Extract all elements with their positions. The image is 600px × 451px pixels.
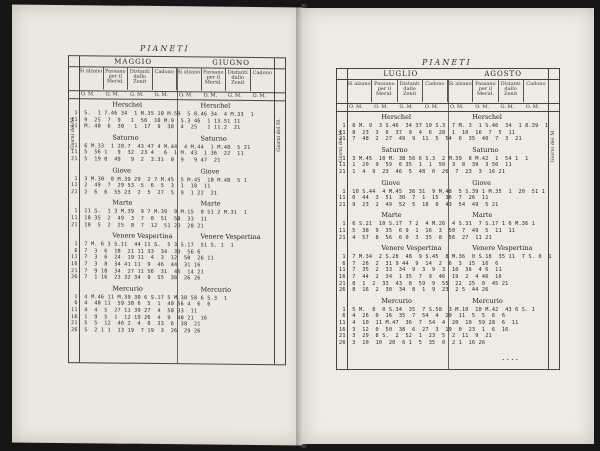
table-row: 1 8 M. 9 3 S.46 34 37 10 S.3 7 M. 3 1 S.46 34 1 8.39 1 bbox=[339, 123, 549, 129]
table-row: 11 9 25 7 9 1 56 10 M.9 5.3 46 1 13.51 11 bbox=[71, 116, 241, 125]
column-header: Cadono bbox=[524, 80, 549, 102]
running-title: PIANETI bbox=[140, 43, 190, 54]
table-row: 6 7 26 2 31 9 44 9 14 2 6 3 15 16 6 bbox=[339, 260, 499, 267]
planet-heading: Marte bbox=[381, 211, 402, 220]
table-row: 11 7 3 6 24 19 11 4 3 12 50 26 11 bbox=[71, 254, 214, 262]
column-header: Si alzano bbox=[79, 67, 104, 89]
table-row: 1 6 M.33 1 28.7 43 47 4 M.44 4 M.44 1 M.48 5 21 bbox=[71, 142, 251, 151]
table-row: 21 8 1 2 33 43 8 59 9 55 22 25 0 45 21 bbox=[339, 280, 509, 287]
right-page bbox=[302, 8, 594, 444]
unit-label: G. M. bbox=[228, 92, 242, 99]
side-column-right bbox=[548, 69, 559, 369]
planet-heading: Herschel bbox=[112, 100, 143, 109]
unit-label: O. M. bbox=[203, 92, 218, 99]
table-row: 6 4 40 11 59 30 6 5 1 40 56 4 6 6 bbox=[71, 300, 211, 308]
table-row: 1 6 S.21 10 S.17 7 2 4 M.26 4 S.31 7 S.17 1 6 M.36 1 bbox=[339, 221, 536, 228]
table-row: 6 4 26 0 16 35 7 54 4 20 11 5 5 6 6 bbox=[339, 313, 506, 320]
planet-heading: Saturno bbox=[200, 134, 227, 143]
unit-label: O. M. bbox=[475, 104, 489, 110]
planet-heading: Saturno bbox=[472, 145, 499, 154]
footer-dots: .... bbox=[502, 353, 521, 362]
table-row: 21 1 4 9 23 46 5 48 0 26 7 23 3 16 21 bbox=[339, 169, 506, 175]
table-row: 21 4 57 8 56 6 0 3 35 8 56 27 11 21 bbox=[339, 234, 492, 241]
planet-heading: Venere Vespertina bbox=[112, 231, 173, 241]
table-row: 1 4 M.46 11 M.39 30 6 S.17 5 M.38 58 6 S.3 1 bbox=[71, 293, 228, 302]
table-row: 1 3 M.30 8 M.39 29 2 7 M.45 5 M.45 10 M.48 5 1 bbox=[71, 175, 248, 184]
table-row: 16 3 12 0 50 38 6 27 3 19 0 23 1 6 16 bbox=[339, 326, 509, 333]
table-row: 26 7 1 16 23 32 34 9 55 38 26 26 bbox=[71, 274, 201, 282]
table-row: 21 5 19 0 49 9 2 3.31 0 9 9 47 21 bbox=[71, 156, 221, 164]
planet-heading: Giove bbox=[472, 178, 491, 187]
planet-heading: Herschel bbox=[200, 101, 231, 110]
planet-heading: Giove bbox=[112, 166, 132, 175]
planet-heading: Venere Vespertina bbox=[472, 244, 533, 253]
planet-heading: Giove bbox=[381, 178, 401, 187]
planet-heading: Mercurio bbox=[112, 284, 143, 293]
table-row: 21 7 48 2 27 49 9 11 5 54 0 35 40 7 3 21 bbox=[339, 136, 522, 143]
side-label: Giorni del M. bbox=[550, 129, 556, 163]
column-header: Passano per il Merid. bbox=[104, 67, 129, 89]
column-header: Si alzano bbox=[448, 80, 473, 102]
column-header: Si alzano bbox=[347, 80, 372, 102]
month-label: MAGGIO bbox=[114, 57, 153, 66]
month-label: GIUGNO bbox=[212, 58, 250, 67]
column-header: Cadono bbox=[153, 68, 178, 90]
table-row: 26 5 2 1 1 13 19 7 19 3 26 29 26 bbox=[71, 326, 201, 335]
table-row: 21 3 29 8 S. 2 52 1 23 5 2 11 9 21 bbox=[339, 333, 492, 340]
table-row: 26 8 16 2 30 34 8 1 9 23 2 5 44 26 bbox=[339, 287, 489, 294]
planet-heading: Saturno bbox=[381, 145, 408, 154]
table-row: 1 S. 1 7.46 34 1 M.35 10 M.59 5 8.46 34 4 M.33 1 bbox=[71, 110, 254, 119]
unit-label: G. M. bbox=[500, 104, 515, 110]
column-header: Cadono bbox=[251, 69, 276, 91]
table-row: 11 7 35 2 33 34 9 3 9 3 10 36 4 6 11 bbox=[339, 267, 502, 274]
planet-heading: Venere Vespertina bbox=[381, 244, 442, 253]
column-header: Distanti dallo Zenit bbox=[398, 80, 423, 102]
table-row: 1 3 M.45 10 M. 38 56 6 S.3 2 M.39 8 M.42 1 54 1 1 bbox=[339, 155, 529, 162]
table-row: 11 5 38 9 35 6 9 1 16 3 50 7 49 5 11 11 bbox=[339, 228, 516, 234]
month-label: AGOSTO bbox=[484, 70, 522, 78]
table-row: 6 7 3 6 18 21 11 33 34 33 56 6 bbox=[71, 247, 201, 256]
planet-heading: Marte bbox=[200, 199, 221, 209]
table-row: 11 4 4 5 27 11 39 27 4 50 33 11 bbox=[71, 307, 198, 315]
unit-label: G. M. bbox=[130, 91, 144, 98]
table-row: 26 3 10 10 20 6 1 5 35 0 2 1 16 26 bbox=[339, 339, 486, 346]
unit-label: O. M. bbox=[154, 91, 169, 99]
side-label: Giorni del M. bbox=[338, 129, 344, 163]
column-header: Passano per il Merid. bbox=[473, 80, 498, 102]
month-header-row bbox=[337, 69, 559, 80]
column-header: Passano per il Merid. bbox=[372, 80, 397, 102]
planet-heading: Herschel bbox=[472, 113, 502, 121]
table-row: 16 1 9 5 1 12 19 26 4 9 40 21 16 bbox=[71, 313, 208, 322]
side-label: Giorni del M. bbox=[276, 118, 282, 152]
planet-heading: Marte bbox=[112, 198, 133, 208]
table-row: 1 7 M.34 2 S.28 48 9 S.45 8 M.36 0 S.18 35 11 7 S. 0 1 bbox=[339, 254, 552, 261]
planet-heading: Saturno bbox=[112, 133, 139, 142]
planet-table bbox=[336, 68, 560, 370]
table-row: 11 4 10 11 M.47 36 7 54 4 20 10 59 28 6 11 bbox=[339, 320, 519, 326]
table-row: 21 10 5 2 25 8 7 12 51 23 20 21 bbox=[71, 221, 204, 230]
unit-label: O. M. bbox=[424, 104, 439, 110]
column-header: Passano per il Merid. bbox=[202, 68, 227, 90]
unit-label: O. M. bbox=[105, 91, 120, 98]
unit-label: G. M. bbox=[399, 104, 414, 110]
column-header: Distanti dallo Zenit bbox=[128, 68, 153, 90]
column-header: Distanti dallo Zenit bbox=[499, 80, 524, 102]
unit-label: O. M. bbox=[349, 104, 363, 110]
column-header: Distanti dallo Zenit bbox=[226, 69, 251, 91]
table-row: 21 M. 40 6 30 1 17 9 38 4 25 1 11.2 21 bbox=[71, 123, 241, 132]
unit-label: O. M. bbox=[252, 93, 267, 100]
running-title: PIANETI bbox=[422, 58, 472, 67]
table-row: 16 7 3 8 34 41 11 9 46 44 31 16 bbox=[71, 261, 201, 269]
month-label: LUGLIO bbox=[383, 70, 419, 78]
table-row: 21 5 5 12 46 2 4 8 33 6 38 21 bbox=[71, 320, 201, 328]
left-page bbox=[12, 4, 302, 445]
side-column-right bbox=[274, 58, 285, 364]
side-label: Giorni del M. bbox=[70, 116, 76, 150]
planet-heading: Mercurio bbox=[200, 285, 232, 294]
table-row: 1 10 S.44 4 M.45 36 31 9 M.48 5 S.39 1 M.35 1 20 51 1 bbox=[339, 188, 546, 195]
planet-heading: Giove bbox=[200, 167, 220, 176]
table-row: 1 5 M. 8 0 S.34 35 7 S.58 3 M.10 10 M.42 43 6 S. 1 bbox=[339, 306, 536, 313]
column-header: Si alzano bbox=[177, 68, 202, 90]
table-row: 11 1 20 9 59 6 35 1 1 50 3 8 39 3 50 11 bbox=[339, 162, 512, 169]
unit-label: O. M. bbox=[450, 104, 464, 110]
table-row: 11 8 23 3 6 37 9 4 6 28 1 10 16 7 5 11 bbox=[339, 129, 516, 136]
column-header: Cadono bbox=[423, 80, 448, 102]
table-row: 16 7 44 2 34 1 35 7 9 46 19 2 4 46 16 bbox=[339, 274, 502, 280]
planet-heading: Venere Vespertina bbox=[200, 232, 261, 242]
planet-heading: Herschel bbox=[381, 113, 412, 121]
table-row: 11 10 35 2 49 3 7 8 51 50 33 11 bbox=[71, 215, 208, 223]
unit-label: O. M. bbox=[374, 104, 388, 110]
table-row: 11 2 49 7 29 53 5 6 5 3 1 18 11 bbox=[71, 182, 211, 190]
table-row: 1 11 S. 1 3 M.39 9 7 M.39 9 M.15 0 51 2 M.31 1 bbox=[71, 208, 248, 217]
unit-header-row bbox=[337, 103, 559, 112]
table-row: 21 2 6 6 55 23 2 5 27 5 9 1 22 21 bbox=[71, 188, 218, 197]
unit-label: O. M. bbox=[81, 91, 95, 98]
planet-heading: Marte bbox=[472, 211, 493, 220]
unit-label: O. M. bbox=[525, 104, 540, 110]
table-row: 21 7 9 10 34 27 11 56 31 45 14 21 bbox=[71, 267, 204, 276]
table-row: 1 7 M. 6 3 S.11 44 11 S. 5 3 S.17 51 S. 1 1 bbox=[71, 241, 234, 249]
unit-label: O. M. bbox=[179, 92, 193, 99]
table-row: 11 0 44 3 51 30 7 1 15 36 7 26 11 bbox=[339, 195, 489, 202]
unit-header-row bbox=[69, 90, 285, 101]
planet-heading: Mercurio bbox=[381, 296, 412, 305]
planet-heading: Mercurio bbox=[472, 296, 503, 305]
table-row: 11 5 56 1 9 32 23 4 6 1 M. 43 1 36 22 11 bbox=[71, 149, 244, 158]
table-row: 21 9 23 2 49 52 5 18 0 43 54 49 5 21 bbox=[339, 201, 499, 208]
planet-table bbox=[68, 55, 286, 365]
